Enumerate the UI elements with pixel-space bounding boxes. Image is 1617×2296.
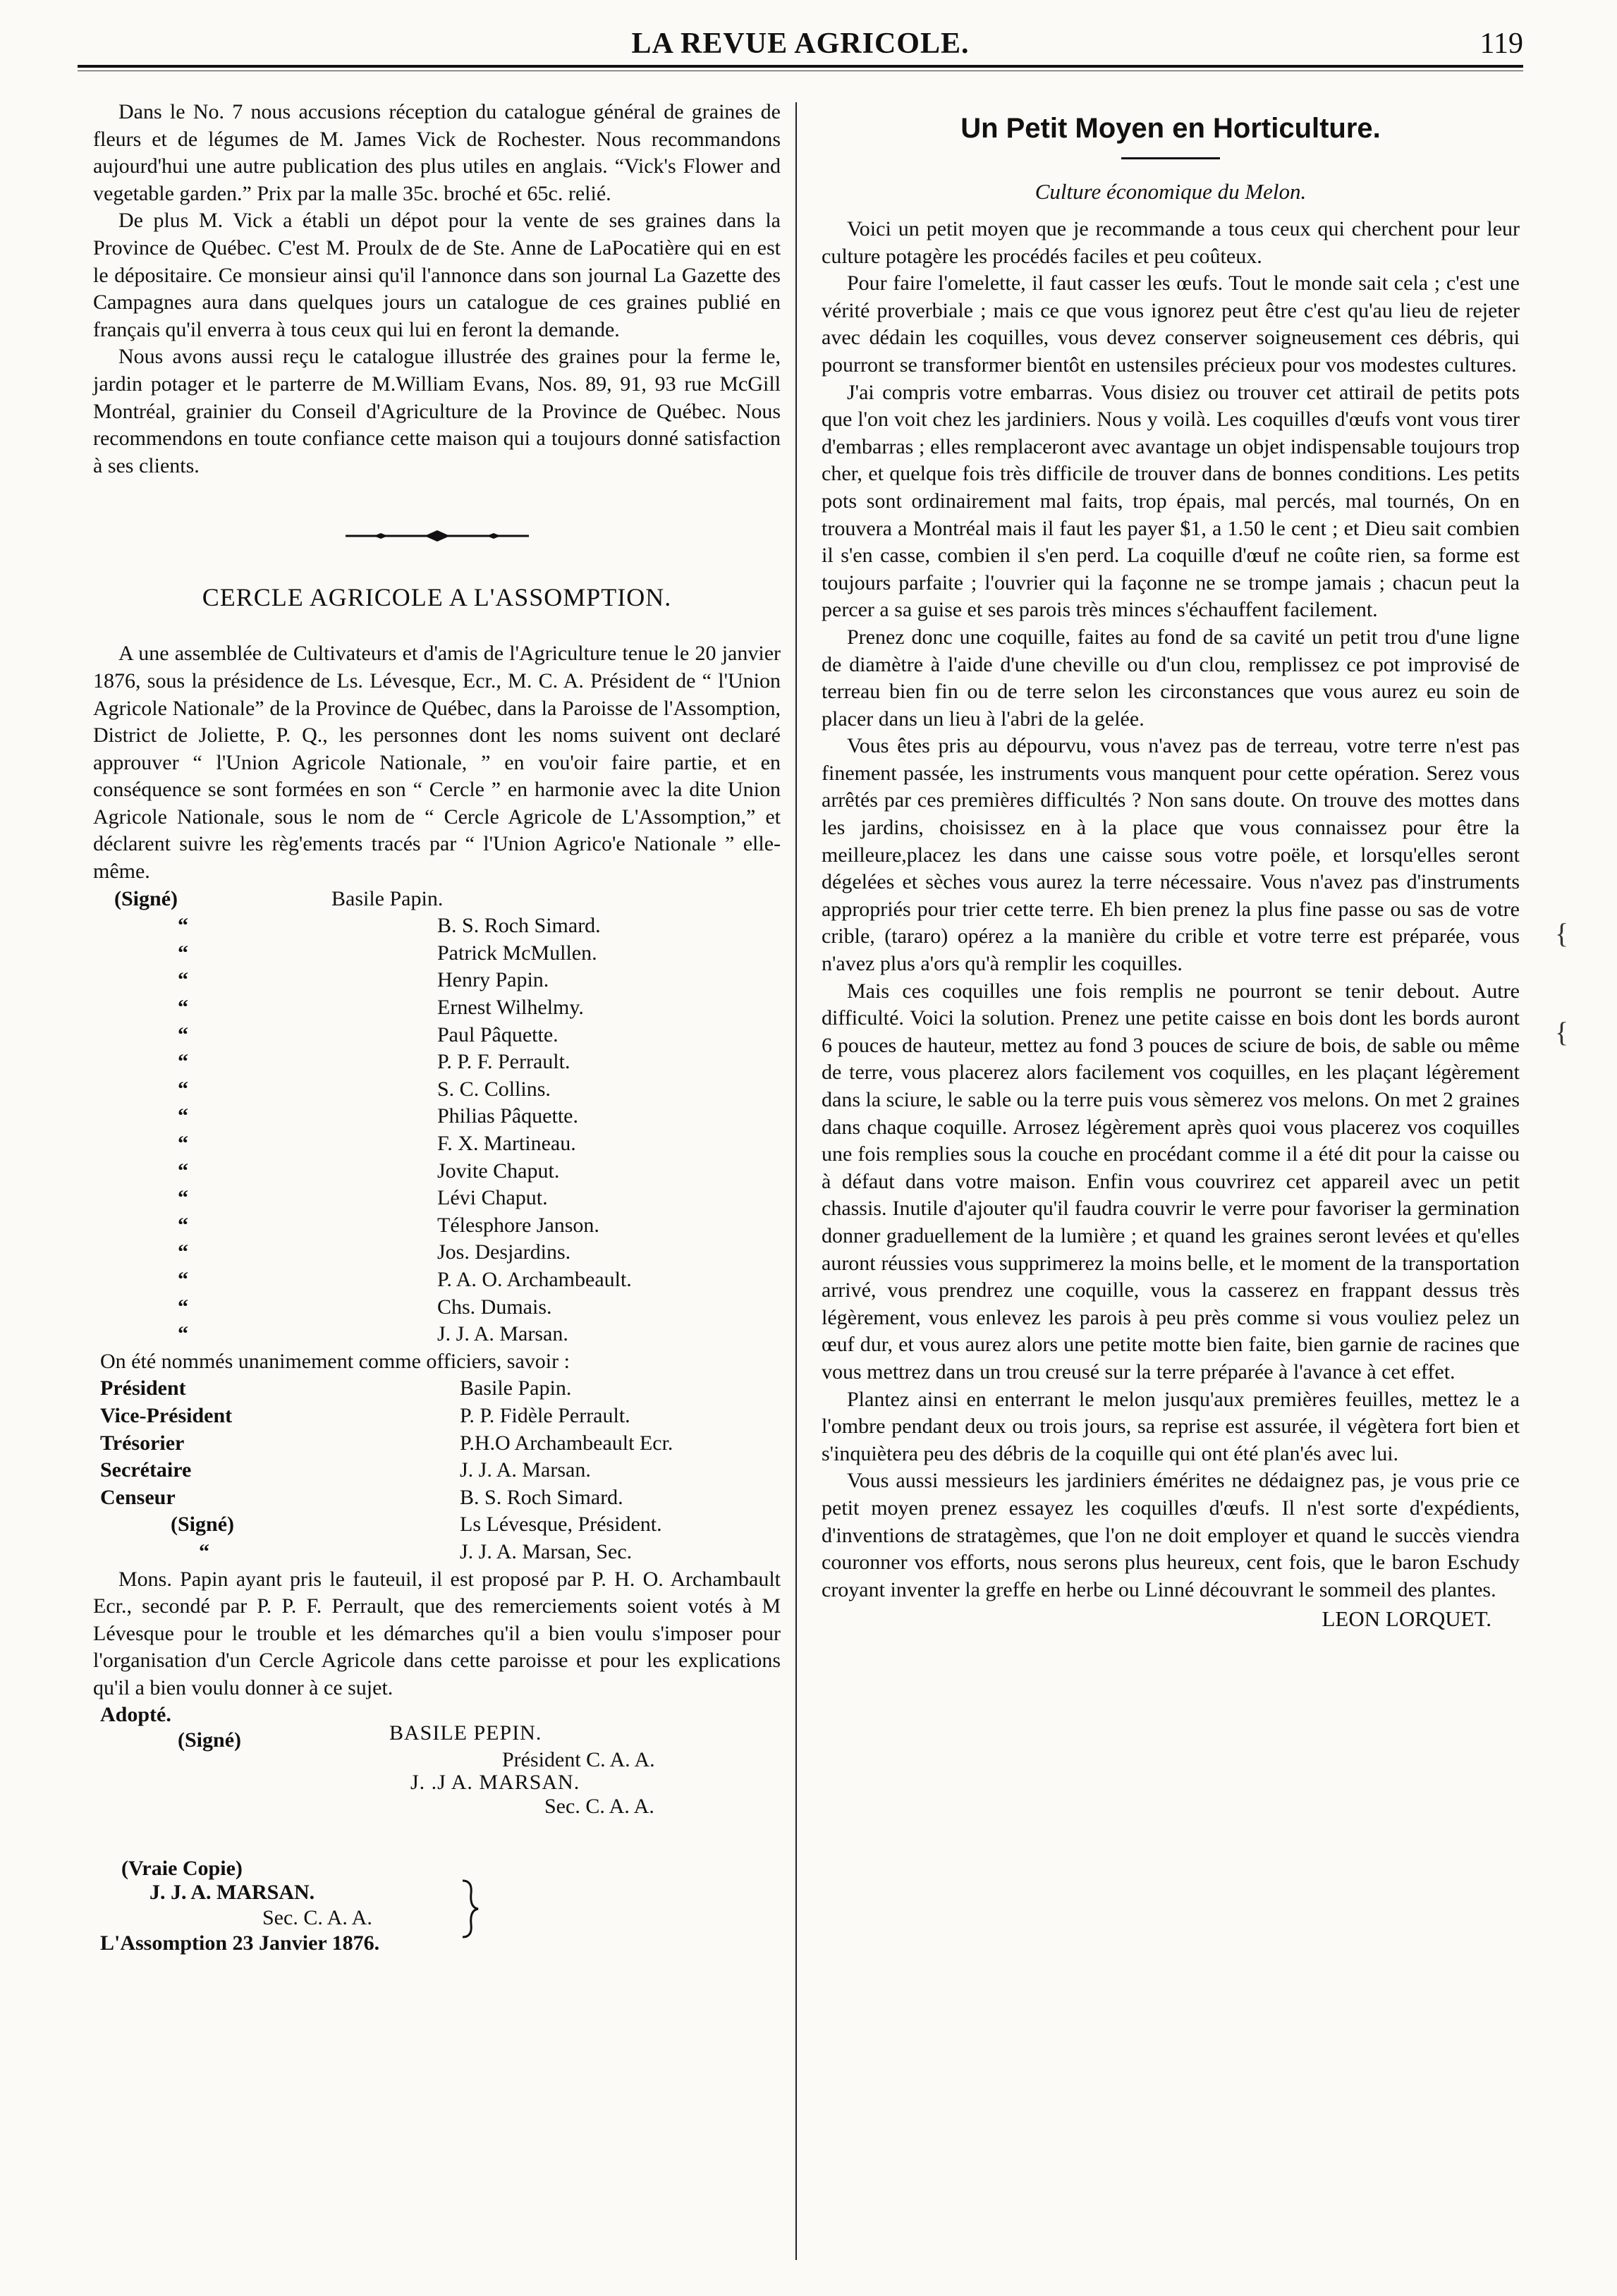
article-subtitle: Culture économique du Melon. (1035, 179, 1307, 204)
ditto-mark: “ (178, 941, 188, 965)
ditto-mark: “ (178, 1267, 188, 1291)
signatory-row (93, 940, 781, 967)
signatory-row (93, 994, 781, 1022)
signatory-name: Ernest Wilhelmy. (437, 996, 584, 1020)
article-paragraph: Vous aussi messieurs les jardiniers émérites ne dédaignez pas, je vous prie ce petit moyen prenez essayez les coquilles d'œufs. Il n'est sorte d'expédients, d'inventions de stratagèmes, que l'on ne doit employer et quand le succès viendra couronner vos efforts, nous serons plus heureux, cent fois, que le baron Eschudy croyant inventer la greffe en herbe ou Linné découvrant le sommeil des plantes. (822, 1469, 1520, 1601)
officer-row (93, 1457, 781, 1484)
ditto-mark: “ (178, 1104, 188, 1128)
closing-paragraph: Mons. Papin ayant pris le fauteuil, il est proposé par P. H. O. Archambault Ecr., secondé par P. P. F. Perrault, que des remerciements soient votés à M Lévesque pour le trouble et les démarches qu'il a bien voulu s'imposer pour l'organisation d'un Cercle Agricole dans cette paroisse et pour les explications qu'il a bien voulu donner à ce sujet. (93, 1567, 781, 1699)
signatory-row (93, 1158, 781, 1185)
signatory-name: P. A. O. Archambeault. (437, 1267, 632, 1291)
officer-role: Vice-Président (100, 1403, 233, 1427)
president-title: Président C. A. A. (502, 1748, 655, 1772)
signatory-row (93, 1321, 781, 1348)
signatory-list (93, 886, 781, 1348)
officer-name: P. P. Fidèle Perrault. (460, 1403, 630, 1427)
signatory-name: Henry Papin. (437, 968, 549, 992)
officer-row (93, 1403, 781, 1430)
ditto-mark: “ (178, 1213, 188, 1237)
signatory-name: Basile Papin. (331, 886, 444, 910)
section-ornament (93, 529, 781, 546)
article-paragraph: Vous êtes pris au dépourvu, vous n'avez pas de terreau, votre terre n'est pas finement passée, les instruments vous manquent pour cette opération. Serez vous arrêtés par ces premières difficultés ? Non sans doute. On trouve des mottes dans les jardins, choisissez en à la place que vous connaissez pour être la meilleure,placez les dans une caisse sous votre poële, et lorsqu'elles seront dégelées et sèches vous aurez la terre nécessaire. Vous n'avez pas d'instruments appropriés pour trier cette terre. Eh bien prenez la plus fine passe ou sas de votre crible, (tararo) opérez a la manière du crible et votre terre est préparée, vous n'avez plus a'ors qu'à remplir les coquilles. (822, 734, 1520, 976)
signatory-row (93, 967, 781, 994)
evans-paragraph: Nous avons aussi reçu le catalogue illustrée des graines pour la ferme le, jardin potager et le parterre de M.William Evans, Nos. 89, 91, 93 rue McGill Montréal, grainier du Conseil d'Agriculture de la Province de Québec. Nous recommendons en toute confiance cette maison qui a toujours donné satisfaction à ses clients. (93, 345, 781, 477)
ditto-mark: “ (178, 1240, 188, 1264)
ditto-mark: “ (178, 1295, 188, 1319)
true-copy-label: (Vraie Copie) (121, 1857, 243, 1881)
officer-row (93, 1539, 781, 1566)
officer-role: Trésorier (100, 1431, 185, 1455)
signatory-row (93, 912, 781, 940)
adopted-label: Adopté. (100, 1703, 171, 1727)
officer-row (93, 1375, 781, 1403)
officer-name: P.H.O Archambeault Ecr. (460, 1431, 673, 1455)
ornament-rule-icon (346, 529, 529, 543)
officer-row (93, 1430, 781, 1458)
officer-role: Président (100, 1376, 186, 1400)
article-paragraph: Plantez ainsi en enterrant le melon jusqu'aux premières feuilles, mettez le a l'ombre pendant deux ou trois jours, sa reprise est assurée, il végètera fort bien et s'inquiètera peu des débris de la coquille qui ont été plan'és avec lui. (822, 1387, 1520, 1465)
signatory-row (93, 1266, 781, 1294)
catalogue-paragraph: Dans le No. 7 nous accusions réception du catalogue général de graines de fleurs et de légumes de M. James Vick de Rochester. Nous recommandons aujourd'hui une autre publication des plus utiles en anglais. “Vick's Flower and vegetable garden.” Prix par la malle 35c. broché et 65c. relié. (93, 100, 781, 205)
officer-role: “ (199, 1539, 209, 1563)
section-heading: CERCLE AGRICOLE A L'ASSOMPTION. (202, 583, 672, 612)
article-title: Un Petit Moyen en Horticulture. (960, 113, 1381, 144)
ditto-mark: “ (178, 1077, 188, 1101)
ditto-mark: “ (178, 1050, 188, 1074)
signatory-name: J. J. A. Marsan. (437, 1322, 568, 1346)
brace-icon (460, 1879, 481, 1938)
place-date: L'Assomption 23 Janvier 1876. (100, 1931, 380, 1955)
ditto-mark: “ (178, 968, 188, 992)
article-paragraph: Prenez donc une coquille, faites au fond de sa cavité un petit trou d'une ligne de diamètre à l'aide d'une cheville ou d'un clou, remplissez ce pot improvisé de terreau bien fin ou de terre selon les circonstances que vous aurez eu soin de placer dans un lieu à l'abri de la gelée. (822, 625, 1520, 731)
article-author: LEON LORQUET. (1322, 1606, 1491, 1632)
signatory-name: Jos. Desjardins. (437, 1240, 571, 1264)
signatory-name: B. S. Roch Simard. (437, 914, 601, 938)
president-signature: BASILE PEPIN. (389, 1721, 542, 1745)
article-paragraph: Voici un petit moyen que je recommande a tous ceux qui cherchent pour leur culture potagère les procédés faciles et peu coûteux. (822, 217, 1520, 268)
ditto-mark: “ (178, 1322, 188, 1346)
signatory-name: F. X. Martineau. (437, 1132, 576, 1155)
copy-signature: J. J. A. MARSAN. (150, 1881, 315, 1905)
officer-name: Ls Lévesque, Président. (460, 1513, 662, 1537)
journal-title: LA REVUE AGRICOLE. (631, 28, 970, 60)
signatory-name: Télesphore Janson. (437, 1213, 599, 1237)
officer-role: Secrétaire (100, 1458, 192, 1482)
right-column (822, 99, 1520, 1632)
signatory-row (93, 886, 781, 913)
signatory-name: Paul Pâquette. (437, 1022, 559, 1046)
signatory-name: Chs. Dumais. (437, 1295, 552, 1319)
signed-label: (Signé) (114, 886, 178, 910)
secretary-signature: J. .J A. MARSAN. (410, 1771, 580, 1795)
signatory-name: S. C. Collins. (437, 1077, 551, 1101)
officer-row (93, 1484, 781, 1512)
officers-list (93, 1375, 781, 1565)
signatory-row (93, 1130, 781, 1158)
ditto-mark: “ (178, 1159, 188, 1183)
signed-label-closing: (Signé) (178, 1728, 241, 1752)
margin-brace-icon: { (1555, 1016, 1569, 1048)
signature-block (93, 1702, 781, 1821)
officer-name: J. J. A. Marsan. (460, 1458, 591, 1482)
article-paragraph: Pour faire l'omelette, il faut casser les œufs. Tout le monde sait cela ; c'est une vérité proverbiale ; mais ce que vous ignorez peut être c'est qu'au lieu de rejeter avec dédain les coquilles, vous devez conserver soigneusement ces débris, qui pourront se transformer bientôt en ustensiles précieux pour vos modestes cultures. (822, 271, 1520, 377)
signatory-row (93, 1022, 781, 1049)
article-paragraph: Mais ces coquilles une fois remplis ne pourront se tenir debout. Autre difficulté. Voici la solution. Prenez une petite caisse en bois dont les bords auront 6 pouces de hauteur, mettez au fond 3 pouces de sciure de bois, de sable ou même de terre, vous placerez alors facilement vos coquilles, en les plaçant légèrement dans la sciure, le sable ou la terre puis vous sèmerez vos melons. On met 2 graines dans chaque coquille. Arrosez légèrement après quoi vous placerez vos coquilles une fois remplies sous la couche en procédant comme il a été dit pour la caisse ou à défaut dans votre maison. Enfin vous couvrirez cet appareil avec un petit chassis. Inutile d'ajouter qu'il faudra couvrir le verre pour favoriser la germination donner graduellement de la lumière ; et quand les graines seront levées et qu'elles auront réussies vous supprimerez la moins belle, et le moment de la transportation arrivé, vous prendrez une coquille, vous la casserez en frappant dessus très légèrement, vous enlevez les parois à peu près comme si vous vouliez pelez un œuf dur, et vous aurez alors une petite motte bien faite, bien garnie de racines que vous mettrez dans un trou creusé sur la terre préparée à l'avance à cet effet. (822, 979, 1520, 1384)
depot-paragraph: De plus M. Vick a établi un dépot pour la vente de ses graines dans la Province de Québec. C'est M. Proulx de de Ste. Anne de LaPocatière qui en est le dépositaire. Ce monsieur ainsi qu'il l'annonce dans son journal La Gazette des Campagnes aura dans quelques jours un catalogue de ces graines publié en français qu'il enverra à tous ceux qui lui en feront la demande. (93, 209, 781, 341)
article-paragraph: J'ai compris votre embarras. Vous disiez ou trouver cet attirail de petits pots que l'on voit chez les jardiniers. Nous y voilà. Les coquilles d'œufs vont vous tirer d'embarras ; elles remplaceront avec avantage un objet indispensable toujours trop cher, et quelque fois très difficile de trouver dans de bonnes conditions. Les petits pots sont ordinairement mal faits, trop épais, mal percés, mal tournés, On en trouvera a Montréal mais il faut les payer $1, a 1.50 le cent ; et Dieu sait combien il s'en casse, combien il s'en perd. La coquille d'œuf ne coûte rien, sa forme est toujours parfaite ; l'ouvrier qui la façonne ne se trompe jamais ; chacun peut la percer a sa guise et ses parois très minces s'échauffent facilement. (822, 380, 1520, 622)
signatory-name: P. P. F. Perrault. (437, 1050, 570, 1074)
header-rule (78, 65, 1523, 68)
ditto-mark: “ (178, 1132, 188, 1155)
left-column (93, 99, 781, 1961)
title-rule (1121, 157, 1220, 159)
ditto-mark: “ (178, 914, 188, 938)
ditto-mark: “ (178, 996, 188, 1020)
signatory-name: Philias Pâquette. (437, 1104, 578, 1128)
column-divider (795, 102, 797, 2260)
officers-intro: On été nommés unanimement comme officiers, savoir : (100, 1349, 570, 1373)
officer-row (93, 1511, 781, 1539)
true-copy-block (93, 1855, 781, 1961)
signatory-row (93, 1049, 781, 1076)
ditto-mark: “ (178, 1186, 188, 1210)
signatory-name: Jovite Chaput. (437, 1159, 560, 1183)
signatory-row (93, 1212, 781, 1240)
page-number: 119 (1479, 28, 1523, 60)
officer-role: Censeur (100, 1485, 176, 1509)
signatory-row (93, 1294, 781, 1321)
officer-name: J. J. A. Marsan, Sec. (460, 1539, 633, 1563)
signatory-name: Lévi Chaput. (437, 1186, 548, 1210)
copy-title: Sec. C. A. A. (262, 1906, 372, 1930)
signatory-row (93, 1239, 781, 1266)
meeting-paragraph: A une assemblée de Cultivateurs et d'amis de l'Agriculture tenue le 20 janvier 1876, sous la présidence de Ls. Lévesque, Ecr., M. C. A. Président de “ l'Union Agricole Nationale” de la Province de Québec, dans la Paroisse de l'Assomption, District de Joliette, P. Q., les personnes dont les noms suivent ont declaré approuver “ l'Union Agricole Nationale, ” en vou'oir faire partie, et en conséquence se sont formées en son “ Cercle ” en harmonie avec la dite Union Agricole Nationale, sous le nom de “ Cercle Agricole de L'Assomption,” et déclarent suivre les règ'ements tracés par “ l'Union Agrico'e Nationale ” elle-même. (93, 642, 781, 884)
margin-brace-icon: { (1555, 917, 1569, 949)
signatory-name: Patrick McMullen. (437, 941, 597, 965)
signatory-row (93, 1185, 781, 1212)
ditto-mark: “ (178, 1022, 188, 1046)
officer-name: B. S. Roch Simard. (460, 1485, 623, 1509)
officer-role: (Signé) (171, 1513, 234, 1537)
signatory-row (93, 1103, 781, 1130)
officer-name: Basile Papin. (460, 1376, 572, 1400)
signatory-row (93, 1076, 781, 1104)
page-header (78, 27, 1523, 62)
secretary-title: Sec. C. A. A. (544, 1795, 654, 1819)
